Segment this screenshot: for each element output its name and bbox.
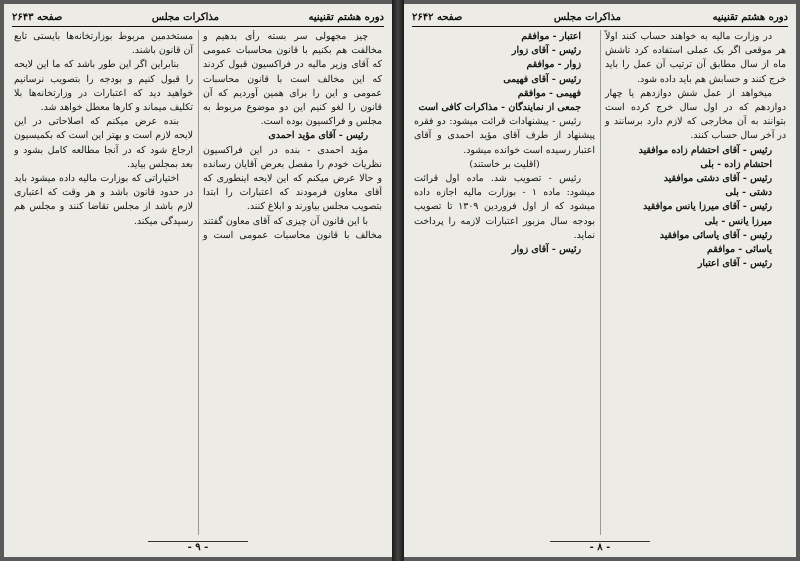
paragraph: رئیس - تصویب شد. ماده اول قرائت میشود: ماده ۱ - بوزارت مالیه اجازه داده میشود که از اول فروردین ۱۳۰۹ تا تصویب بودجه سال مزبور اعتبارات لازمه را پرداخت نماید. — [414, 173, 596, 241]
left-columns — [14, 30, 382, 535]
book-gutter — [392, 0, 404, 561]
speaker-line: زوار - موافقم — [526, 59, 581, 71]
left-page-text — [14, 30, 382, 535]
paragraph: (اقلیت بر خاستند) — [469, 158, 540, 170]
paragraph: رئیس - پیشنهادات قرائت میشود: دو فقره پیشنهاد از طرف آقای مؤید احمدی و آقای اعتبار رسیده است خوانده میشود. — [414, 116, 595, 156]
speaker-line: رئیس - آقای اعتبار — [697, 258, 772, 270]
speaker-line: رئیس - آقای دشتی موافقید — [663, 173, 772, 185]
right-page-header — [412, 10, 788, 27]
paragraph: چیز مجهولی سر بسته رأی بدهیم و مخالفت هم بکنیم با قانون محاسبات عمومی که آقای وزیر مالیه در فراکسیون قبول کردند که این مخالف است با قانون محاسبات عمومی و این را برای همین آوردیم که آن قانون را لغو کنیم این دو موضوع مربوط به مجلس و فراکسیون بوده است. — [203, 31, 382, 128]
right-header-session: دوره هشتم تقنینیه — [712, 11, 788, 23]
left-page-number-label: صفحه ۲۶۴۳ — [12, 11, 63, 23]
speaker-line: رئیس - آقای زوار — [511, 45, 581, 57]
speaker-line: رئیس - آقای یاسائی موافقید — [659, 229, 772, 241]
speaker-line: جمعی از نمایندگان - مذاکرات کافی است — [418, 102, 581, 114]
speaker-line: میرزا یانس - بلی — [704, 215, 772, 227]
speaker-line: فهیمی - موافقم — [517, 87, 581, 99]
right-page — [404, 4, 796, 557]
paragraph: اختیاراتی که بوزارت مالیه داده میشود باید در حدود قانون باشد و هر وقت که اعتباری لازم باشد از مجلس تقاضا کنند و مجلس هم رسیدگی میکند. — [14, 173, 193, 227]
left-header-title: مذاکرات مجلس — [151, 11, 220, 23]
speaker-line: یاسائی - موافقم — [707, 244, 772, 256]
speaker-line: اعتبار - موافقم — [521, 31, 581, 42]
paragraph: با این قانون آن چیزی که آقای معاون گفتند مخالف با قانون محاسبات عمومی است و مستخدمین مربوط بوزارتخانه‌ها بایستی تابع آن قانون باشند. — [14, 31, 382, 241]
speaker-line: رئیس - آقای احتشام زاده موافقید — [638, 144, 772, 156]
speaker-line: رئیس - آقای مؤید احمدی — [268, 130, 368, 142]
left-page-header — [12, 10, 384, 27]
speaker-line: رئیس - آقای زوار — [511, 244, 581, 256]
left-page-footer — [4, 542, 392, 553]
speaker-line: رئیس - آقای میرزا یانس موافقید — [642, 201, 772, 213]
speaker-line: رئیس - آقای فهیمی — [503, 73, 581, 85]
paragraph: میخواهد از عمل شش دوازدهم یا چهار دوازدهم که در اول سال خرج کرده است بتوانند به آن مخارجی که لازم دارد برسانند و در آخر سال حساب کنند. — [605, 87, 786, 142]
right-page-number-label: صفحه ۲۶۴۲ — [412, 11, 463, 23]
right-columns — [414, 30, 786, 535]
speaker-line: دشتی - بلی — [725, 187, 772, 199]
speaker-line: احتشام زاده - بلی — [700, 158, 772, 170]
left-page — [4, 4, 392, 557]
paragraph: در وزارت مالیه به خواهند حساب کنند اولاً هر موقعی اگر بک عملی استفاده کرد تاشش ماه از سال مطابق آن ترتیب آن عمل را باید خرج کنند و حسابش هم باید داده شود. — [605, 31, 786, 85]
right-page-text — [414, 30, 786, 535]
paragraph: بنده عرض میکنم که اصلاحاتی در این لایحه لازم است و بهتر این است که بکمیسیون ارجاع شود که در آنجا مطالعه کامل بشود و بعد بمجلس بیاید. — [14, 116, 193, 170]
paragraph: بنابراین اگر این طور باشد که ما این لایحه را قبول کنیم و بودجه را بتصویب نرسانیم خواهید دید که اعتبارات در وزارتخانه‌ها بلا تکلیف میماند و کارها معطل خواهد شد. — [14, 59, 193, 114]
right-folio: - ۸ - — [550, 541, 651, 553]
left-folio: - ۹ - — [148, 541, 249, 553]
left-header-session: دوره هشتم تقنینیه — [308, 11, 384, 23]
right-page-footer — [404, 542, 796, 553]
paragraph: مؤید احمدی - بنده در این فراکسیون نظریات خودم را مفصل بعرض آقایان رسانده و حالا عرض میکنم که این لایحه اینطوری که آقای معاون فرمودند که اعتبارات را ابتدا بتصویب مجلس بیاورند و ابلاغ کنند. — [203, 144, 382, 213]
right-header-title: مذاکرات مجلس — [553, 11, 622, 23]
